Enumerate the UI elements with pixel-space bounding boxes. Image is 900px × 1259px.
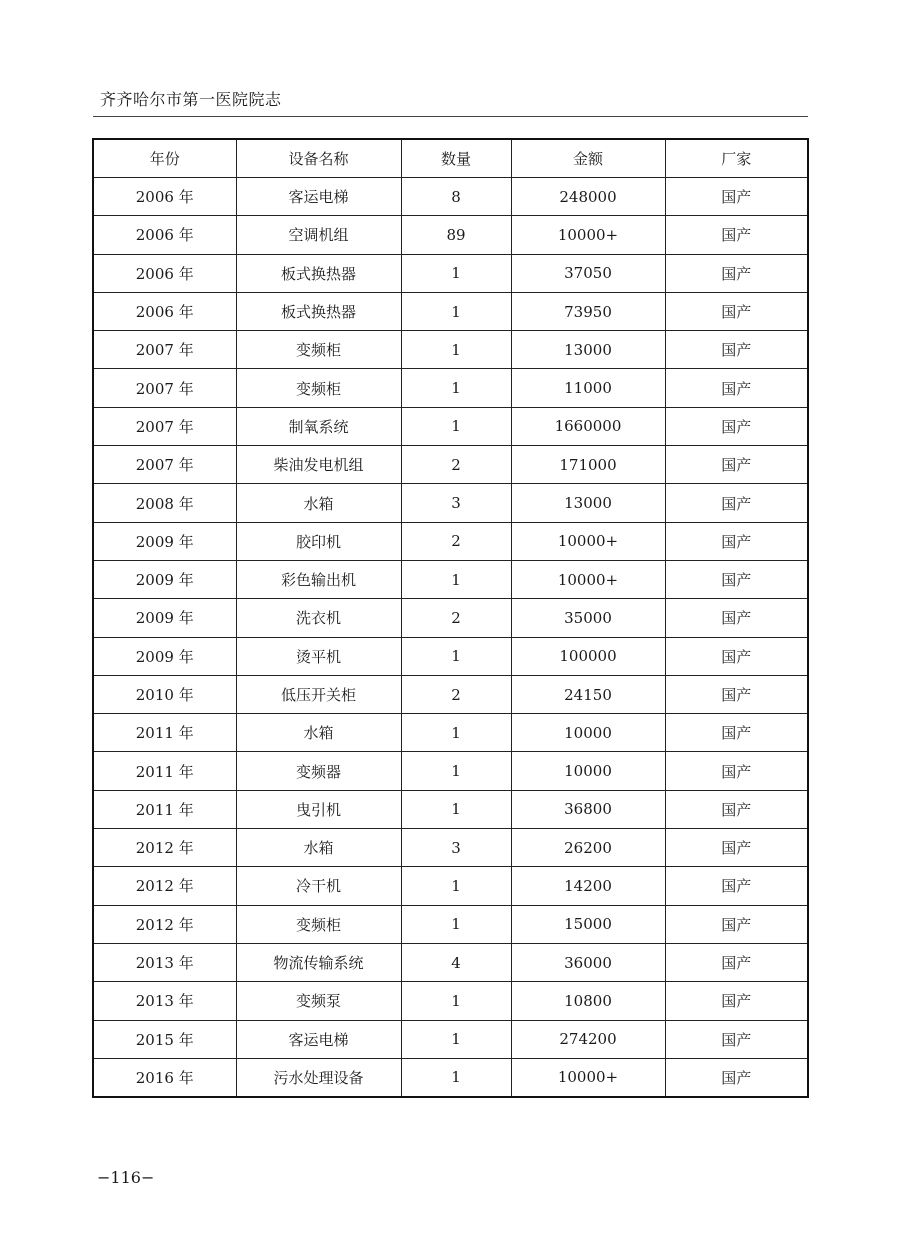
cell-manufacturer: 国产 bbox=[665, 752, 808, 790]
cell-amount: 73950 bbox=[511, 292, 665, 330]
cell-quantity: 89 bbox=[401, 216, 511, 254]
cell-equipment-name: 变频泵 bbox=[236, 982, 401, 1020]
cell-amount: 13000 bbox=[511, 331, 665, 369]
cell-manufacturer: 国产 bbox=[665, 178, 808, 216]
cell-year: 2015 年 bbox=[93, 1020, 236, 1058]
cell-equipment-name: 客运电梯 bbox=[236, 1020, 401, 1058]
cell-equipment-name: 烫平机 bbox=[236, 637, 401, 675]
cell-amount: 1660000 bbox=[511, 407, 665, 445]
cell-year: 2006 年 bbox=[93, 254, 236, 292]
cell-amount: 10000+ bbox=[511, 1058, 665, 1097]
cell-amount: 100000 bbox=[511, 637, 665, 675]
cell-year: 2009 年 bbox=[93, 637, 236, 675]
table-row bbox=[93, 522, 808, 560]
column-header-quantity: 数量 bbox=[401, 139, 511, 178]
cell-amount: 13000 bbox=[511, 484, 665, 522]
cell-equipment-name: 变频柜 bbox=[236, 331, 401, 369]
running-header-title: 齐齐哈尔市第一医院院志 bbox=[100, 90, 282, 109]
cell-quantity: 3 bbox=[401, 484, 511, 522]
cell-manufacturer: 国产 bbox=[665, 867, 808, 905]
cell-manufacturer: 国产 bbox=[665, 599, 808, 637]
cell-manufacturer: 国产 bbox=[665, 829, 808, 867]
table-row bbox=[93, 982, 808, 1020]
cell-amount: 10000+ bbox=[511, 216, 665, 254]
cell-manufacturer: 国产 bbox=[665, 675, 808, 713]
page-number: −116− bbox=[97, 1168, 155, 1187]
cell-year: 2011 年 bbox=[93, 714, 236, 752]
cell-year: 2013 年 bbox=[93, 982, 236, 1020]
cell-equipment-name: 洗衣机 bbox=[236, 599, 401, 637]
table-row bbox=[93, 331, 808, 369]
cell-quantity: 2 bbox=[401, 446, 511, 484]
cell-amount: 35000 bbox=[511, 599, 665, 637]
cell-manufacturer: 国产 bbox=[665, 714, 808, 752]
cell-quantity: 3 bbox=[401, 829, 511, 867]
cell-equipment-name: 变频柜 bbox=[236, 905, 401, 943]
table-row bbox=[93, 369, 808, 407]
table-row bbox=[93, 407, 808, 445]
cell-manufacturer: 国产 bbox=[665, 331, 808, 369]
cell-year: 2008 年 bbox=[93, 484, 236, 522]
cell-quantity: 1 bbox=[401, 752, 511, 790]
cell-manufacturer: 国产 bbox=[665, 369, 808, 407]
cell-quantity: 1 bbox=[401, 637, 511, 675]
cell-year: 2006 年 bbox=[93, 216, 236, 254]
table-row bbox=[93, 714, 808, 752]
cell-year: 2012 年 bbox=[93, 829, 236, 867]
equipment-table bbox=[92, 138, 809, 1098]
cell-quantity: 1 bbox=[401, 369, 511, 407]
cell-equipment-name: 变频柜 bbox=[236, 369, 401, 407]
cell-quantity: 8 bbox=[401, 178, 511, 216]
cell-manufacturer: 国产 bbox=[665, 982, 808, 1020]
cell-quantity: 1 bbox=[401, 1020, 511, 1058]
cell-quantity: 1 bbox=[401, 254, 511, 292]
cell-amount: 10000 bbox=[511, 714, 665, 752]
cell-amount: 10800 bbox=[511, 982, 665, 1020]
table-row bbox=[93, 599, 808, 637]
cell-quantity: 1 bbox=[401, 714, 511, 752]
table-row bbox=[93, 1058, 808, 1097]
cell-manufacturer: 国产 bbox=[665, 790, 808, 828]
table-row bbox=[93, 446, 808, 484]
table-row bbox=[93, 637, 808, 675]
cell-quantity: 1 bbox=[401, 982, 511, 1020]
table-row bbox=[93, 1020, 808, 1058]
cell-year: 2012 年 bbox=[93, 905, 236, 943]
cell-quantity: 2 bbox=[401, 522, 511, 560]
cell-equipment-name: 曳引机 bbox=[236, 790, 401, 828]
cell-equipment-name: 低压开关柜 bbox=[236, 675, 401, 713]
cell-manufacturer: 国产 bbox=[665, 254, 808, 292]
cell-manufacturer: 国产 bbox=[665, 637, 808, 675]
table-row bbox=[93, 178, 808, 216]
cell-amount: 24150 bbox=[511, 675, 665, 713]
cell-quantity: 1 bbox=[401, 867, 511, 905]
cell-year: 2011 年 bbox=[93, 752, 236, 790]
cell-year: 2009 年 bbox=[93, 599, 236, 637]
cell-amount: 248000 bbox=[511, 178, 665, 216]
cell-amount: 171000 bbox=[511, 446, 665, 484]
cell-manufacturer: 国产 bbox=[665, 216, 808, 254]
cell-manufacturer: 国产 bbox=[665, 292, 808, 330]
cell-equipment-name: 水箱 bbox=[236, 714, 401, 752]
table-row bbox=[93, 254, 808, 292]
column-header-manufacturer: 厂家 bbox=[665, 139, 808, 178]
table-body bbox=[93, 178, 808, 1098]
column-header-year: 年份 bbox=[93, 139, 236, 178]
table-row bbox=[93, 484, 808, 522]
cell-manufacturer: 国产 bbox=[665, 1058, 808, 1097]
cell-amount: 11000 bbox=[511, 369, 665, 407]
cell-quantity: 1 bbox=[401, 331, 511, 369]
cell-manufacturer: 国产 bbox=[665, 560, 808, 598]
cell-manufacturer: 国产 bbox=[665, 446, 808, 484]
cell-manufacturer: 国产 bbox=[665, 484, 808, 522]
table-row bbox=[93, 216, 808, 254]
cell-year: 2006 年 bbox=[93, 292, 236, 330]
cell-equipment-name: 板式换热器 bbox=[236, 254, 401, 292]
table-row bbox=[93, 829, 808, 867]
table-row bbox=[93, 560, 808, 598]
column-header-equipment-name: 设备名称 bbox=[236, 139, 401, 178]
cell-equipment-name: 水箱 bbox=[236, 829, 401, 867]
cell-equipment-name: 制氧系统 bbox=[236, 407, 401, 445]
cell-year: 2010 年 bbox=[93, 675, 236, 713]
cell-year: 2009 年 bbox=[93, 522, 236, 560]
cell-equipment-name: 冷干机 bbox=[236, 867, 401, 905]
table-header-row bbox=[93, 139, 808, 178]
table-row bbox=[93, 790, 808, 828]
cell-quantity: 2 bbox=[401, 599, 511, 637]
cell-amount: 274200 bbox=[511, 1020, 665, 1058]
cell-year: 2006 年 bbox=[93, 178, 236, 216]
cell-equipment-name: 变频器 bbox=[236, 752, 401, 790]
cell-equipment-name: 水箱 bbox=[236, 484, 401, 522]
cell-equipment-name: 彩色输出机 bbox=[236, 560, 401, 598]
cell-year: 2016 年 bbox=[93, 1058, 236, 1097]
table-row bbox=[93, 943, 808, 981]
cell-amount: 15000 bbox=[511, 905, 665, 943]
cell-quantity: 2 bbox=[401, 675, 511, 713]
table-row bbox=[93, 675, 808, 713]
cell-quantity: 4 bbox=[401, 943, 511, 981]
cell-manufacturer: 国产 bbox=[665, 522, 808, 560]
cell-year: 2012 年 bbox=[93, 867, 236, 905]
cell-equipment-name: 污水处理设备 bbox=[236, 1058, 401, 1097]
cell-manufacturer: 国产 bbox=[665, 407, 808, 445]
cell-equipment-name: 客运电梯 bbox=[236, 178, 401, 216]
cell-quantity: 1 bbox=[401, 1058, 511, 1097]
table-row bbox=[93, 752, 808, 790]
cell-equipment-name: 柴油发电机组 bbox=[236, 446, 401, 484]
cell-quantity: 1 bbox=[401, 790, 511, 828]
cell-amount: 10000 bbox=[511, 752, 665, 790]
cell-equipment-name: 物流传输系统 bbox=[236, 943, 401, 981]
header-rule bbox=[93, 116, 808, 117]
cell-manufacturer: 国产 bbox=[665, 905, 808, 943]
cell-equipment-name: 板式换热器 bbox=[236, 292, 401, 330]
cell-amount: 37050 bbox=[511, 254, 665, 292]
cell-equipment-name: 胶印机 bbox=[236, 522, 401, 560]
cell-amount: 36000 bbox=[511, 943, 665, 981]
cell-year: 2007 年 bbox=[93, 331, 236, 369]
cell-amount: 10000+ bbox=[511, 560, 665, 598]
cell-amount: 36800 bbox=[511, 790, 665, 828]
table-row bbox=[93, 905, 808, 943]
column-header-amount: 金额 bbox=[511, 139, 665, 178]
cell-year: 2009 年 bbox=[93, 560, 236, 598]
cell-year: 2013 年 bbox=[93, 943, 236, 981]
cell-amount: 26200 bbox=[511, 829, 665, 867]
cell-quantity: 1 bbox=[401, 905, 511, 943]
table-row bbox=[93, 867, 808, 905]
cell-quantity: 1 bbox=[401, 560, 511, 598]
cell-quantity: 1 bbox=[401, 292, 511, 330]
cell-amount: 10000+ bbox=[511, 522, 665, 560]
cell-manufacturer: 国产 bbox=[665, 1020, 808, 1058]
cell-equipment-name: 空调机组 bbox=[236, 216, 401, 254]
table-row bbox=[93, 292, 808, 330]
cell-year: 2007 年 bbox=[93, 407, 236, 445]
cell-quantity: 1 bbox=[401, 407, 511, 445]
cell-year: 2011 年 bbox=[93, 790, 236, 828]
cell-year: 2007 年 bbox=[93, 369, 236, 407]
cell-amount: 14200 bbox=[511, 867, 665, 905]
cell-year: 2007 年 bbox=[93, 446, 236, 484]
cell-manufacturer: 国产 bbox=[665, 943, 808, 981]
